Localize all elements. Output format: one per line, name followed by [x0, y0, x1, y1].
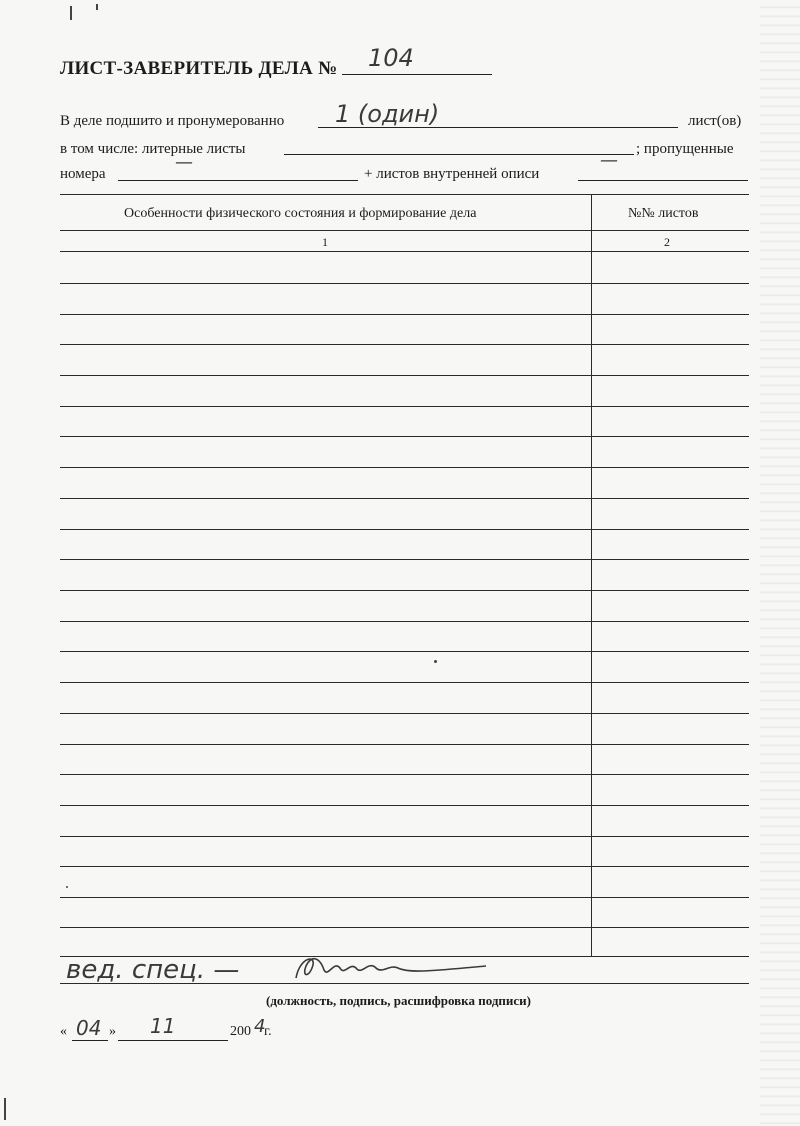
day-handwritten: 04 — [76, 1016, 102, 1040]
table-row-line — [60, 866, 749, 867]
table-border-top — [60, 194, 749, 195]
signature-position-handwritten: вед. спец. — — [66, 955, 240, 985]
table-row-line — [60, 744, 749, 745]
skipped-suffix: ; пропущенные — [636, 141, 734, 157]
month-handwritten: 11 — [150, 1014, 176, 1038]
year-prefix: 200 — [230, 1024, 251, 1039]
scan-dot — [66, 886, 68, 888]
sewn-value-handwritten: 1 (один) — [335, 100, 440, 128]
scan-edge-noise — [760, 0, 800, 1126]
scan-mark — [4, 1098, 6, 1120]
table-row-line — [60, 927, 749, 928]
table-row-line — [60, 805, 749, 806]
table-row-line — [60, 590, 749, 591]
signature-line — [60, 983, 749, 984]
inner-inventory-label: + листов внутренней описи — [364, 166, 540, 182]
signature-scribble — [290, 948, 490, 988]
numbers-label: номера — [60, 166, 106, 182]
literal-sheets-field — [284, 138, 634, 155]
date-open-quote: « — [60, 1024, 67, 1039]
table-row-line — [60, 897, 749, 898]
document-title: ЛИСТ-ЗАВЕРИТЕЛЬ ДЕЛА № — [60, 58, 338, 79]
table-header-line — [60, 230, 749, 231]
table-row-line — [60, 251, 749, 252]
table-row-line — [60, 836, 749, 837]
table-row-line — [60, 498, 749, 499]
table-header-col1: Особенности физического состояния и формирование дела — [124, 206, 477, 221]
year-digit-handwritten: 4 — [254, 1016, 266, 1037]
table-colnum-1: 1 — [322, 235, 328, 249]
scan-dot — [434, 660, 437, 663]
table-row-line — [60, 344, 749, 345]
case-number-handwritten: 104 — [368, 44, 414, 72]
sewn-label: В деле подшито и пронумерованно — [60, 113, 285, 129]
table-row-line — [60, 467, 749, 468]
date-line — [60, 1024, 67, 1040]
table-row-line — [60, 406, 749, 407]
scan-mark — [96, 4, 98, 10]
numbers-value-handwritten: — — [175, 152, 193, 173]
table-colnum-2: 2 — [664, 235, 670, 249]
table-header-col2: №№ листов — [628, 206, 699, 221]
table-row-line — [60, 774, 749, 775]
table-row-line — [60, 314, 749, 315]
table-column-divider — [591, 194, 592, 956]
table-row-line — [60, 529, 749, 530]
table-row-line — [60, 713, 749, 714]
year-suffix: г. — [264, 1024, 272, 1039]
including-label: в том числе: литерные листы — [60, 141, 246, 157]
table-row-line — [60, 375, 749, 376]
table-row-line — [60, 621, 749, 622]
sheets-suffix: лист(ов) — [688, 113, 742, 129]
table-row-line — [60, 651, 749, 652]
signature-caption: (должность, подпись, расшифровка подписи) — [266, 993, 531, 1008]
date-close-quote: » — [109, 1024, 116, 1039]
table-row-line — [60, 436, 749, 437]
table-row-line — [60, 283, 749, 284]
case-number-field — [342, 48, 492, 75]
scan-mark — [70, 6, 72, 20]
numbers-field — [118, 164, 358, 181]
inner-inventory-value-handwritten: — — [600, 150, 618, 171]
physical-state-table — [60, 194, 749, 956]
table-row-line — [60, 682, 749, 683]
table-row-line — [60, 559, 749, 560]
